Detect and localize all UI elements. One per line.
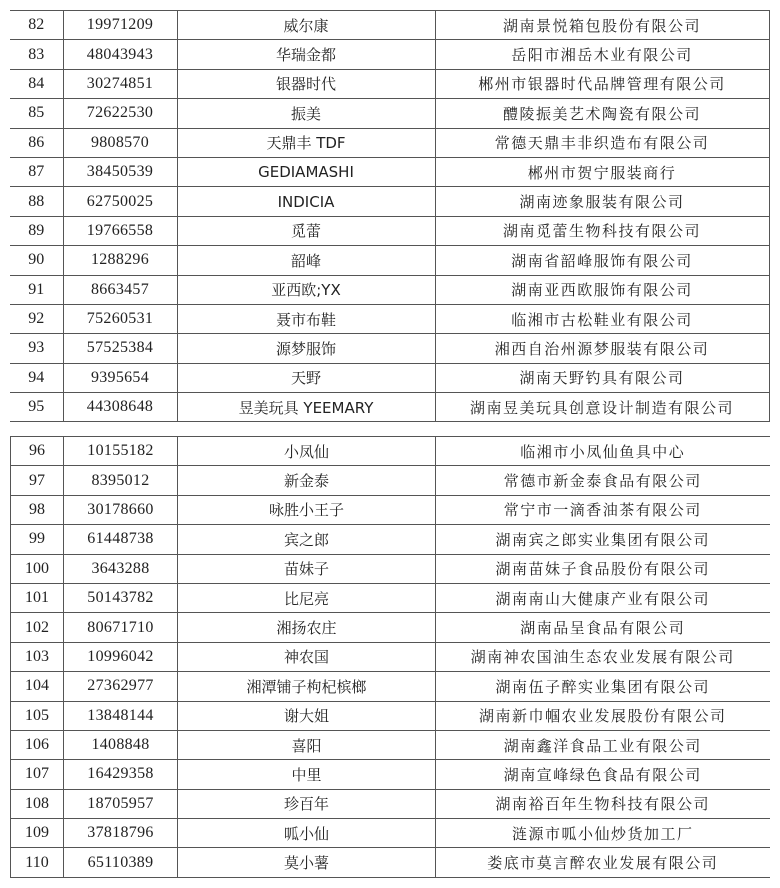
registration-number-cell: 80671710 [64, 613, 178, 642]
seq-number-cell: 89 [10, 216, 63, 245]
registrant-cell: 湖南宣峰绿色食品有限公司 [436, 760, 770, 789]
seq-number-cell: 100 [11, 554, 64, 583]
seq-number-cell: 93 [10, 334, 63, 363]
table-row [11, 437, 770, 466]
table-body [10, 11, 769, 422]
seq-number-cell: 102 [11, 613, 64, 642]
table-row [10, 187, 769, 216]
registrant-cell: 常德市新金泰食品有限公司 [436, 466, 770, 495]
registration-number-cell: 57525384 [63, 334, 177, 363]
table-row [11, 789, 770, 818]
seq-number-cell: 90 [10, 246, 63, 275]
registrant-cell: 湖南省韶峰服饰有限公司 [435, 246, 769, 275]
registration-number-cell: 1408848 [64, 730, 178, 759]
registrant-cell: 湖南新巾帼农业发展股份有限公司 [436, 701, 770, 730]
registrant-cell: 临湘市小凤仙鱼具中心 [436, 437, 770, 466]
registrant-cell: 湖南亚西欧服饰有限公司 [435, 275, 769, 304]
registrant-cell: 湖南景悦箱包股份有限公司 [435, 11, 769, 40]
trademark-name-cell: 华瑞金都 [177, 40, 435, 69]
registrant-cell: 常德天鼎丰非织造布有限公司 [435, 128, 769, 157]
seq-number-cell: 84 [10, 69, 63, 98]
trademark-name-cell: 咏胜小王子 [178, 495, 436, 524]
seq-number-cell: 87 [10, 157, 63, 186]
trademark-name-cell: 比尼亮 [178, 583, 436, 612]
registration-number-cell: 30274851 [63, 69, 177, 98]
table-row [11, 495, 770, 524]
trademark-name-cell: 神农国 [178, 642, 436, 671]
trademark-name-cell: 莫小薯 [178, 848, 436, 877]
registration-number-cell: 30178660 [64, 495, 178, 524]
registration-number-cell: 48043943 [63, 40, 177, 69]
seq-number-cell: 106 [11, 730, 64, 759]
trademark-name-cell: 珍百年 [178, 789, 436, 818]
registration-number-cell: 72622530 [63, 99, 177, 128]
registration-number-cell: 27362977 [64, 672, 178, 701]
table-row [11, 760, 770, 789]
seq-number-cell: 97 [11, 466, 64, 495]
seq-number-cell: 105 [11, 701, 64, 730]
seq-number-cell: 91 [10, 275, 63, 304]
trademark-name-cell: 湘潭铺子枸杞槟榔 [178, 672, 436, 701]
table-row [10, 246, 769, 275]
table-row [11, 466, 770, 495]
registrant-cell: 湖南南山大健康产业有限公司 [436, 583, 770, 612]
table-row [11, 701, 770, 730]
registrant-cell: 临湘市古松鞋业有限公司 [435, 304, 769, 333]
registrant-cell: 湖南裕百年生物科技有限公司 [436, 789, 770, 818]
table-row [10, 99, 769, 128]
registrant-cell: 湘西自治州源梦服装有限公司 [435, 334, 769, 363]
registration-number-cell: 38450539 [63, 157, 177, 186]
trademark-name-cell: 谢大姐 [178, 701, 436, 730]
registration-number-cell: 65110389 [64, 848, 178, 877]
registrant-cell: 醴陵振美艺术陶瓷有限公司 [435, 99, 769, 128]
seq-number-cell: 110 [11, 848, 64, 877]
seq-number-cell: 103 [11, 642, 64, 671]
registration-number-cell: 10996042 [64, 642, 178, 671]
registration-number-cell: 10155182 [64, 437, 178, 466]
registrant-cell: 湖南昱美玩具创意设计制造有限公司 [435, 393, 769, 422]
registration-number-cell: 37818796 [64, 819, 178, 848]
seq-number-cell: 94 [10, 363, 63, 392]
registrant-cell: 湖南宾之郎实业集团有限公司 [436, 525, 770, 554]
table-body [11, 437, 770, 878]
registration-number-cell: 75260531 [63, 304, 177, 333]
registration-number-cell: 9395654 [63, 363, 177, 392]
trademark-name-cell: 新金泰 [178, 466, 436, 495]
trademark-name-cell: 亚西欧;YX [177, 275, 435, 304]
table-row [10, 275, 769, 304]
table-row [10, 157, 769, 186]
table-row [11, 730, 770, 759]
registrant-cell: 郴州市贺宁服装商行 [435, 157, 769, 186]
trademark-name-cell: 聂市布鞋 [177, 304, 435, 333]
seq-number-cell: 85 [10, 99, 63, 128]
registration-number-cell: 61448738 [64, 525, 178, 554]
registration-number-cell: 19766558 [63, 216, 177, 245]
trademark-name-cell: 呱小仙 [178, 819, 436, 848]
table-row [11, 672, 770, 701]
table-row [10, 40, 769, 69]
registration-number-cell: 13848144 [64, 701, 178, 730]
trademark-name-cell: 苗妹子 [178, 554, 436, 583]
seq-number-cell: 108 [11, 789, 64, 818]
trademark-name-cell: 威尔康 [177, 11, 435, 40]
table-row [10, 69, 769, 98]
registrant-cell: 湖南鑫洋食品工业有限公司 [436, 730, 770, 759]
table-row [10, 393, 769, 422]
registration-number-cell: 62750025 [63, 187, 177, 216]
table-row [10, 128, 769, 157]
trademark-name-cell: 喜阳 [178, 730, 436, 759]
registrant-cell: 涟源市呱小仙炒货加工厂 [436, 819, 770, 848]
trademark-name-cell: 小凤仙 [178, 437, 436, 466]
trademark-name-cell: 中里 [178, 760, 436, 789]
table-row [11, 819, 770, 848]
trademark-table-part-1 [10, 10, 770, 422]
trademark-name-cell: 源梦服饰 [177, 334, 435, 363]
trademark-name-cell: GEDIAMASHI [177, 157, 435, 186]
table-row [11, 554, 770, 583]
table-row [10, 11, 769, 40]
trademark-name-cell: 振美 [177, 99, 435, 128]
seq-number-cell: 104 [11, 672, 64, 701]
trademark-name-cell: 觅蕾 [177, 216, 435, 245]
seq-number-cell: 86 [10, 128, 63, 157]
table-row [11, 848, 770, 877]
table-row [10, 216, 769, 245]
registration-number-cell: 8663457 [63, 275, 177, 304]
trademark-name-cell: 天鼎丰 TDF [177, 128, 435, 157]
registrant-cell: 娄底市莫言醉农业发展有限公司 [436, 848, 770, 877]
registrant-cell: 郴州市银器时代品牌管理有限公司 [435, 69, 769, 98]
registrant-cell: 常宁市一滴香油茶有限公司 [436, 495, 770, 524]
registration-number-cell: 44308648 [63, 393, 177, 422]
registration-number-cell: 19971209 [63, 11, 177, 40]
seq-number-cell: 101 [11, 583, 64, 612]
registrant-cell: 湖南迹象服装有限公司 [435, 187, 769, 216]
table-row [11, 642, 770, 671]
trademark-name-cell: 韶峰 [177, 246, 435, 275]
trademark-name-cell: INDICIA [177, 187, 435, 216]
registration-number-cell: 18705957 [64, 789, 178, 818]
registrant-cell: 湖南伍子醉实业集团有限公司 [436, 672, 770, 701]
seq-number-cell: 96 [11, 437, 64, 466]
table-row [10, 363, 769, 392]
registrant-cell: 岳阳市湘岳木业有限公司 [435, 40, 769, 69]
seq-number-cell: 99 [11, 525, 64, 554]
trademark-name-cell: 湘扬农庄 [178, 613, 436, 642]
table-row [10, 334, 769, 363]
registration-number-cell: 9808570 [63, 128, 177, 157]
seq-number-cell: 83 [10, 40, 63, 69]
seq-number-cell: 98 [11, 495, 64, 524]
trademark-table-part-2 [10, 436, 770, 878]
seq-number-cell: 107 [11, 760, 64, 789]
registration-number-cell: 16429358 [64, 760, 178, 789]
seq-number-cell: 88 [10, 187, 63, 216]
registration-number-cell: 50143782 [64, 583, 178, 612]
table-row [11, 583, 770, 612]
registration-number-cell: 1288296 [63, 246, 177, 275]
registrant-cell: 湖南觅蕾生物科技有限公司 [435, 216, 769, 245]
trademark-name-cell: 宾之郎 [178, 525, 436, 554]
table-row [10, 304, 769, 333]
seq-number-cell: 109 [11, 819, 64, 848]
trademark-name-cell: 天野 [177, 363, 435, 392]
registrant-cell: 湖南神农国油生态农业发展有限公司 [436, 642, 770, 671]
registrant-cell: 湖南天野钓具有限公司 [435, 363, 769, 392]
table-row [11, 613, 770, 642]
seq-number-cell: 82 [10, 11, 63, 40]
table-row [11, 525, 770, 554]
registration-number-cell: 8395012 [64, 466, 178, 495]
trademark-name-cell: 昱美玩具 YEEMARY [177, 393, 435, 422]
seq-number-cell: 92 [10, 304, 63, 333]
seq-number-cell: 95 [10, 393, 63, 422]
registrant-cell: 湖南品呈食品有限公司 [436, 613, 770, 642]
trademark-name-cell: 银器时代 [177, 69, 435, 98]
registrant-cell: 湖南苗妹子食品股份有限公司 [436, 554, 770, 583]
registration-number-cell: 3643288 [64, 554, 178, 583]
